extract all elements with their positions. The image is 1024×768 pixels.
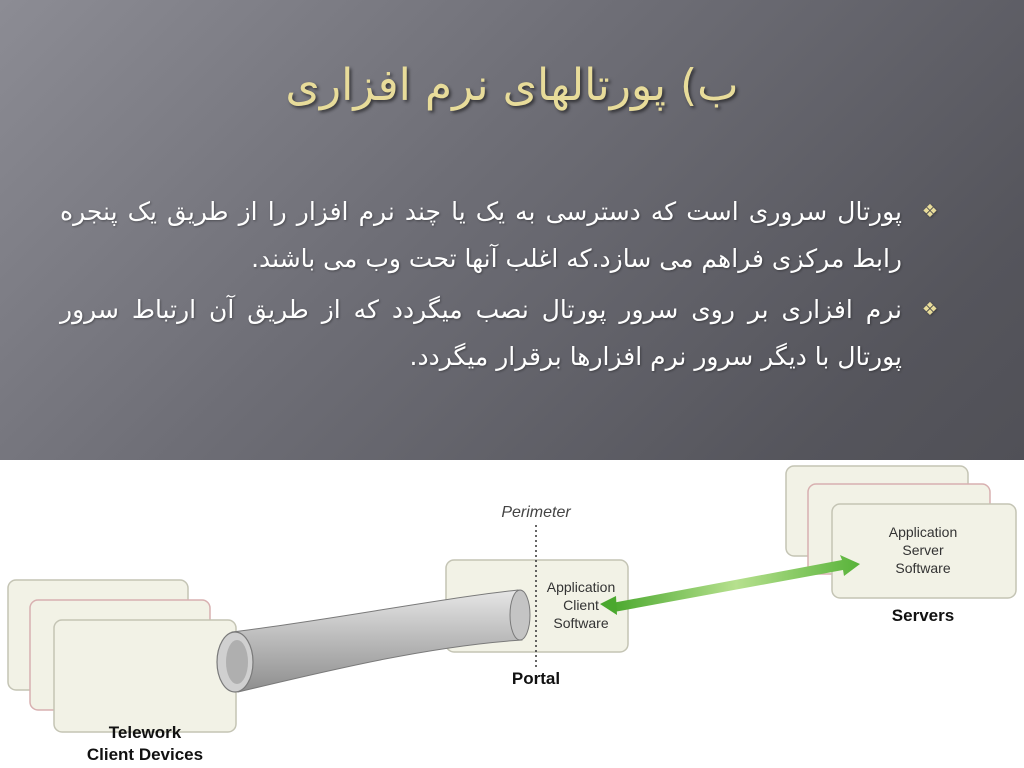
diamond-bullet-icon: ❖ bbox=[921, 299, 939, 320]
client-devices-label-line: Telework bbox=[108, 723, 182, 742]
bullet-text: نرم افزاری بر روی سرور پورتال نصب میگردد که از طریق آن ارتباط سرور پورتال با دیگر سرور نرم افزارها برقرار میگردد. bbox=[60, 295, 902, 371]
client-devices-label-line: Client Devices bbox=[86, 745, 204, 764]
client-device-box bbox=[54, 620, 236, 732]
vpn-tunnel bbox=[217, 590, 530, 692]
portal-box-label bbox=[536, 578, 626, 632]
bullet-item bbox=[60, 188, 960, 282]
portal-diagram bbox=[0, 460, 1024, 768]
portal-box-label-line: Client bbox=[563, 597, 599, 613]
bullet-list bbox=[60, 188, 960, 384]
slide-title: ب) پورتالهای نرم افزاری bbox=[285, 60, 739, 111]
connection-arrow bbox=[600, 555, 860, 615]
servers-label: Servers bbox=[891, 606, 955, 625]
diamond-bullet-icon: ❖ bbox=[921, 201, 939, 222]
client-devices-label bbox=[60, 722, 230, 766]
server-box-label-line: Application bbox=[888, 524, 958, 540]
bullet-text: پورتال سروری است که دسترسی به یک یا چند نرم افزار را از طریق یک پنجره رابط مرکزی فراهم می سازد.که اغلب آنها تحت وب می باشند. bbox=[60, 197, 902, 273]
server-box-label bbox=[868, 523, 978, 577]
portal-box-label-line: Software bbox=[553, 615, 609, 631]
tunnel-end bbox=[510, 590, 530, 640]
perimeter-label: Perimeter bbox=[501, 504, 571, 521]
client-devices-stack bbox=[8, 580, 236, 732]
portal-label: Portal bbox=[511, 669, 561, 688]
server-box-label-line: Software bbox=[895, 560, 951, 576]
bullet-item bbox=[60, 286, 960, 380]
server-box-label-line: Server bbox=[902, 542, 944, 558]
portal-box-label-line: Application bbox=[546, 579, 616, 595]
